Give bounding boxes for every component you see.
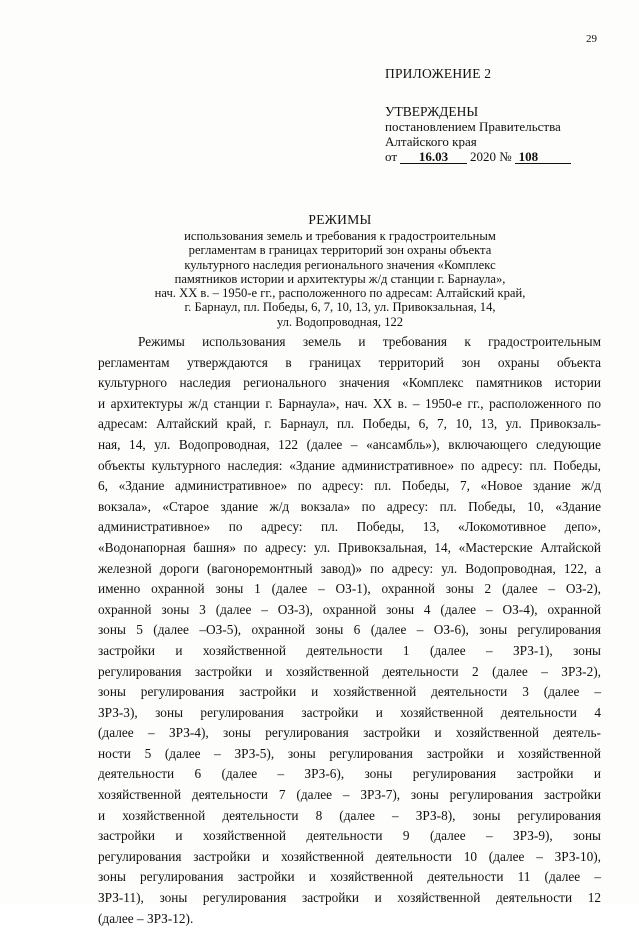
regimes-subtitle-line: ул. Водопроводная, 122 — [276, 314, 404, 329]
regimes-subtitle-line: культурного наследия регионального значения «Комплекс — [184, 257, 496, 272]
regimes-title: РЕЖИМЫ — [308, 212, 372, 227]
approval-date-line — [385, 149, 615, 164]
body-line: застройки и хозяйственной деятельности 1 (далее – ЗРЗ-1), зоны — [98, 642, 601, 658]
body-line: зоны регулирования застройки и хозяйственной деятельности 11 (далее – — [98, 869, 601, 885]
regimes-subtitle-line: использования земель и требования к градостроительным — [184, 229, 496, 243]
body-line: ЗРЗ-11), зоны регулирования застройки и хозяйственной деятельности 12 — [98, 890, 601, 906]
body-line: именно охранной зоны 1 (далее – ОЗ-1), охранной зоны 2 (далее – ОЗ-2), — [98, 581, 601, 597]
body-line: «Водонапорная башня» по адресу: ул. Привокзальная, 14, «Мастерские Алтайской — [98, 539, 601, 555]
year-text: 2020 № — [470, 149, 512, 164]
regimes-subtitle-line: памятников истории и архитектуры ж/д станции г. Барнаула», — [174, 271, 506, 286]
body-line: хозяйственной деятельности 7 (далее – ЗРЗ-7), зоны регулирования застройки — [98, 787, 601, 803]
body-line: регулирования застройки и хозяйственной деятельности 10 (далее – ЗРЗ-10), — [98, 848, 601, 864]
body-line: адресам: Алтайский край, г. Барнаул, пл. Победы, 6, 7, 10, 13, ул. Привокзаль- — [98, 416, 601, 432]
body-line: застройки и хозяйственной деятельности 9 (далее – ЗРЗ-9), зоны — [98, 828, 601, 844]
body-line: железной дороги (вагоноремонтный завод)» по адресу: ул. Водопроводная, 122, а — [98, 560, 601, 576]
body-line: (далее – ЗРЗ-12). — [98, 910, 194, 926]
body-line: ЗРЗ-3), зоны регулирования застройки и хозяйственной деятельности 4 — [98, 704, 601, 720]
regimes-subtitle-line: регламентам в границах территорий зон охраны объекта — [188, 243, 492, 258]
appendix-heading: ПРИЛОЖЕНИЕ 2 — [385, 66, 492, 81]
approval-line-2: Алтайского края — [385, 134, 477, 149]
body-line: регламентам утверждаются в границах территорий зон охраны объекта — [98, 354, 601, 370]
approval-line-1: постановлением Правительства — [385, 119, 561, 134]
approved-heading: УТВЕРЖДЕНЫ — [385, 104, 479, 119]
body-paragraph — [98, 332, 601, 929]
body-line: зоны регулирования застройки и хозяйственной деятельности 3 (далее – — [98, 684, 601, 700]
body-line: вокзала», «Старое здание ж/д вокзала» по адресу: пл. Победы, 10, «Здание — [98, 498, 601, 514]
body-line: зоны 5 (далее –ОЗ-5), охранной зоны 6 (далее – ОЗ-6), зоны регулирования — [98, 622, 601, 638]
body-line: регулирования застройки и хозяйственной деятельности 2 (далее – ЗРЗ-2), — [98, 663, 601, 679]
body-line: 6, «Здание административное» по адресу: пл. Победы, 7, «Новое здание ж/д — [98, 478, 601, 494]
body-line: объекты культурного наследия: «Здание административное» по адресу: пл. Победы, — [98, 457, 601, 473]
date-value: 16.03 — [400, 150, 467, 164]
body-line: охранной зоны 3 (далее – ОЗ-3), охранной зоны 4 (далее – ОЗ-4), охранной — [98, 601, 601, 617]
approval-block — [385, 66, 615, 164]
regimes-subtitle-line: нач. XX в. – 1950-е гг., расположенного по адресам: Алтайский край, — [154, 286, 526, 301]
body-line: культурного наследия регионального значения «Комплекс памятников истории — [98, 375, 601, 391]
decree-number: 108 — [515, 150, 571, 164]
body-line: и архитектуры ж/д станции г. Барнаула», нач. XX в. – 1950-е гг., расположенного по — [98, 395, 601, 411]
regimes-subtitle-line: г. Барнаул, пл. Победы, 6, 7, 10, 13, ул. Привокзальная, 14, — [184, 300, 496, 315]
date-prefix: от — [385, 149, 398, 164]
body-line: Режимы использования земель и требования к градостроительным — [138, 334, 601, 349]
body-line: административное» по адресу: пл. Победы, 13, «Локомотивное депо», — [98, 519, 601, 535]
body-line: ная, 14, ул. Водопроводная, 122 (далее – «ансамбль»), включающего следующие — [98, 436, 601, 452]
regimes-heading-block — [60, 212, 620, 329]
body-line: (далее – ЗРЗ-4), зоны регулирования застройки и хозяйственной деятель- — [98, 725, 601, 741]
page-number: 29 — [586, 33, 597, 45]
body-line: деятельности 6 (далее – ЗРЗ-6), зоны регулирования застройки и — [98, 766, 601, 782]
body-line: и хозяйственной деятельности 8 (далее – ЗРЗ-8), зоны регулирования — [98, 807, 601, 823]
body-line: ности 5 (далее – ЗРЗ-5), зоны регулирования застройки и хозяйственной — [98, 745, 601, 761]
